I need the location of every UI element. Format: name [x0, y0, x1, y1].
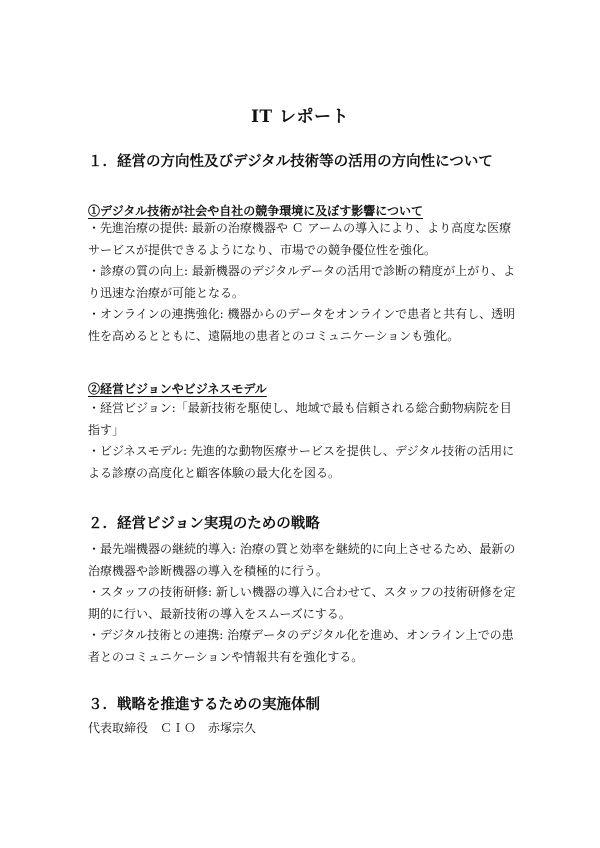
section1-heading: １．経営の方向性及びデジタル技術等の活用の方向性について [88, 153, 493, 170]
body-line: よる診療の高度化と顧客体験の最大化を図る。 [88, 465, 341, 480]
body-line: サービスが提供できるようになり、市場での競争優位性を強化。 [88, 242, 437, 257]
section2-heading: ２．経営ビジョン実現のための戦略 [88, 515, 320, 532]
body-line: 治療機器や診断機器の導入を積極的に行う。 [88, 563, 329, 578]
section1-sub2-body [88, 398, 516, 484]
body-line: 期的に行い、最新技術の導入をスムーズにする。 [88, 606, 351, 621]
section1-sub2-heading: ②経営ビジョンやビジネスモデル [88, 382, 267, 396]
body-line: 者とのコミュニケーションや情報共有を強化する。 [88, 649, 364, 664]
body-line: ・オンラインの連携強化: 機器からのデータをオンラインで患者と共有し、透明 [88, 307, 516, 321]
section2-body [88, 539, 516, 668]
body-line: ・診療の質の向上: 最新機器のデジタルデータの活用で診断の精度が上がり、よ [88, 264, 516, 278]
body-line: ・スタッフの技術研修: 新しい機器の導入に合わせて、スタッフの技術研修を定 [88, 585, 516, 599]
body-line: ・ビジネスモデル: 先進的な動物医療サービスを提供し、デジタル技術の活用に [88, 444, 515, 458]
body-line: ・デジタル技術との連携: 治療データのデジタル化を進め、オンライン上での患 [88, 628, 514, 642]
body-line: 性を高めるとともに、遠隔地の患者とのコミュニケーションも強化。 [88, 328, 460, 343]
report-title: IT レポート [250, 107, 350, 127]
body-line: り迅速な治療が可能となる。 [88, 285, 245, 300]
section3-heading: ３．戦略を推進するための実施体制 [88, 696, 320, 713]
section3-body [88, 718, 516, 740]
section1-sub1-heading: ①デジタル技術が社会や自社の競争環境に及ぼす影響について [88, 204, 424, 218]
body-line: ・最先端機器の継続的導入: 治療の質と効率を継続的に向上させるため、最新の [88, 542, 516, 556]
body-line: 指す」 [88, 422, 125, 437]
implementation-line: 代表取締役 ＣＩＯ 赤塚宗久 [88, 721, 257, 735]
body-line: ・先進治療の提供: 最新の治療機器や Ｃ アームの導入により、より高度な医療 [88, 221, 512, 235]
body-line: ・経営ビジョン:「最新技術を駆使し、地域で最も信頼される総合動物病院を目 [88, 401, 512, 415]
section1-sub1-body [88, 218, 516, 347]
